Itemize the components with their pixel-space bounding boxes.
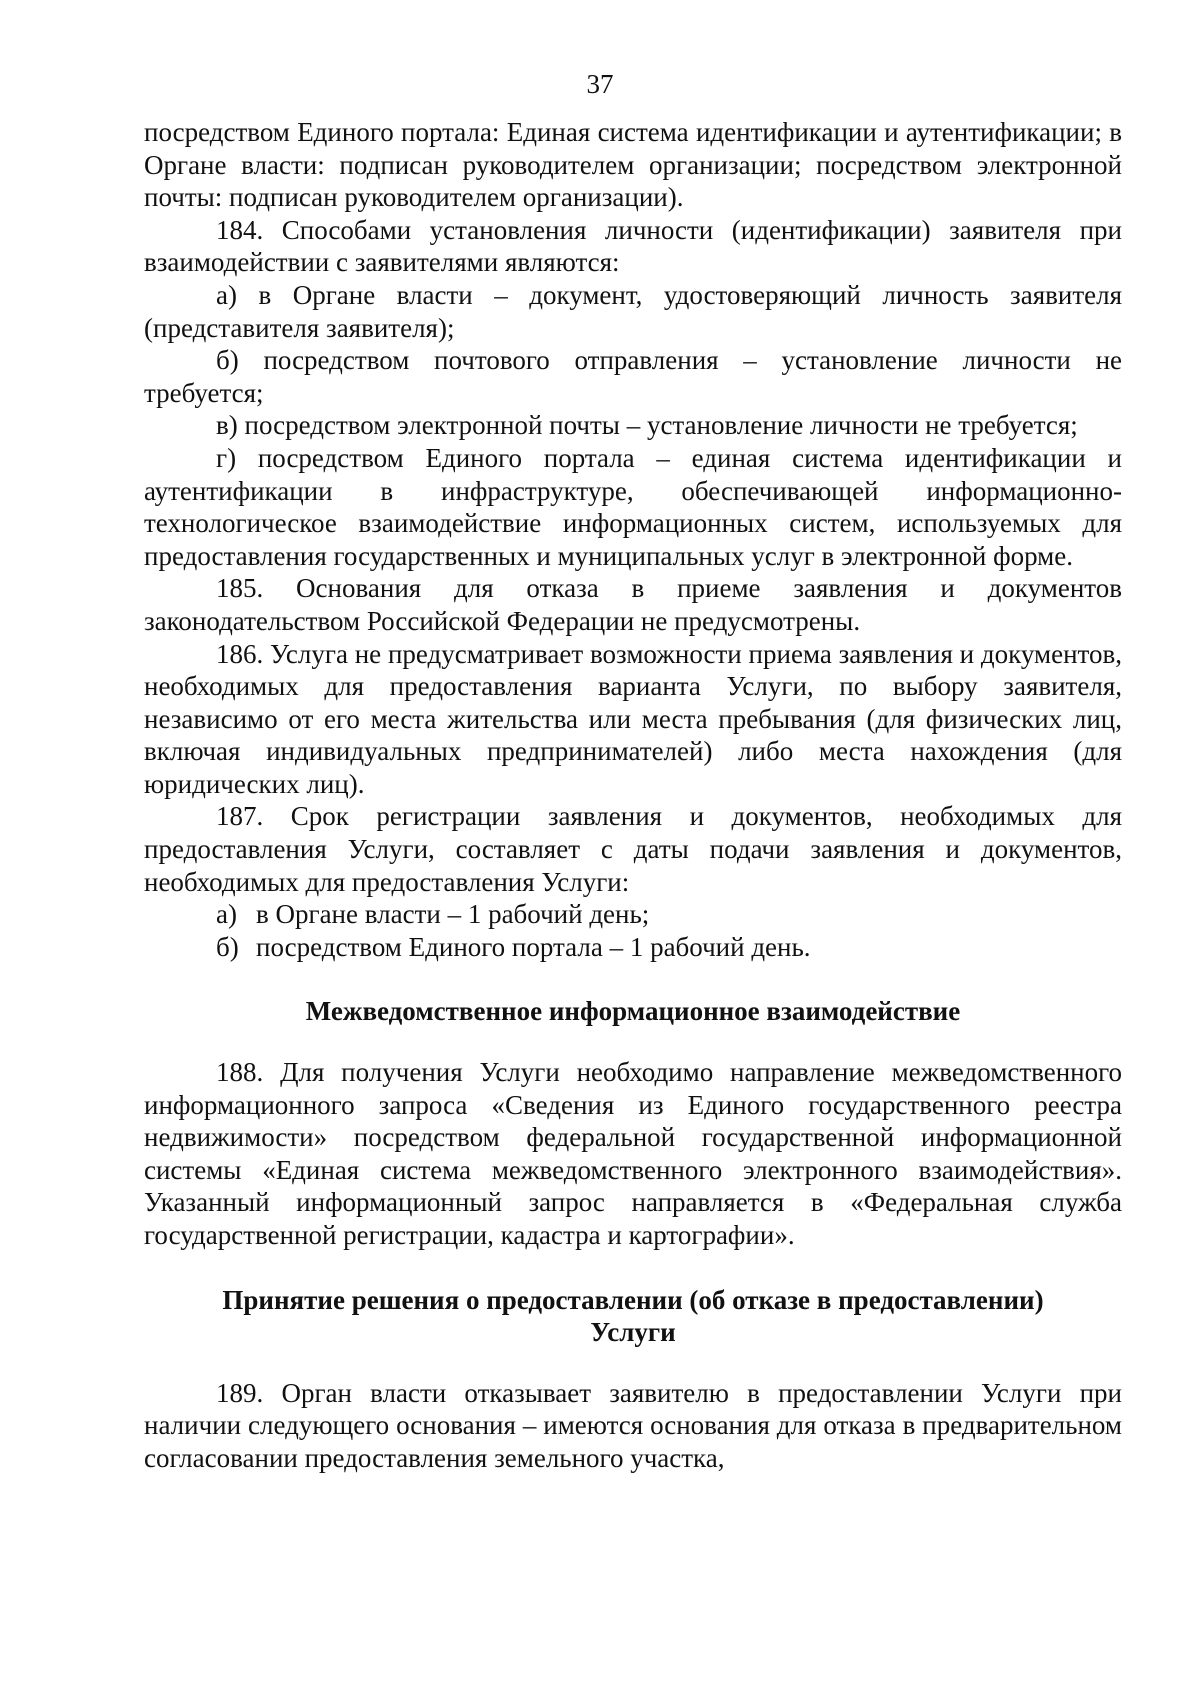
- paragraph-continued: посредством Единого портала: Единая система идентификации и аутентификации; в Органе власти: подписан руководителем организации; посредством электронной почты: подписан руководителем организации).: [144, 117, 1122, 213]
- spacer: [144, 1349, 1122, 1377]
- paragraph-184-item-a: а) в Органе власти – документ, удостоверяющий личность заявителя (представителя заявителя);: [144, 279, 1122, 343]
- paragraph-189: 189. Орган власти отказывает заявителю в предоставлении Услуги при наличии следующего основания – имеются основания для отказа в предварительном согласовании предоставления земельного участка,: [144, 1377, 1122, 1473]
- paragraph-184-item-v: в) посредством электронной почты – установление личности не требуется;: [216, 410, 1078, 441]
- spacer: [144, 1252, 1122, 1284]
- paragraph-184: 184. Способами установления личности (идентификации) заявителя при взаимодействии с заявителями являются:: [144, 214, 1122, 278]
- paragraph-187-item-b: [144, 931, 1122, 964]
- list-marker: б): [216, 931, 239, 962]
- spacer: [144, 1028, 1122, 1056]
- section-heading-decision-line2: Услуги: [590, 1317, 676, 1348]
- list-marker: а): [216, 899, 237, 930]
- paragraph-188: 188. Для получения Услуги необходимо направление межведомственного информационного запроса «Сведения из Единого государственного реестра недвижимости» посредством федеральной государственной информационной системы «Единая система межведомственного электронного взаимодействия». Указанный информационный запрос направляется в «Федеральная служба государственной регистрации, кадастра и картографии».: [144, 1057, 1122, 1250]
- page-number: 37: [586, 69, 614, 99]
- spacer: [144, 963, 1122, 995]
- paragraph-184-item-g: г) посредством Единого портала – единая система идентификации и аутентификации в инфраструктуре, обеспечивающей информационно-технологическое взаимодействие информационных систем, используемых для предоставления государственных и муниципальных услуг в электронной форме.: [144, 442, 1122, 571]
- paragraph-187: 187. Срок регистрации заявления и документов, необходимых для предоставления Услуги, составляет с даты подачи заявления и документов, необходимых для предоставления Услуги:: [144, 801, 1122, 897]
- paragraph-186: 186. Услуга не предусматривает возможности приема заявления и документов, необходимых для предоставления варианта Услуги, по выбору заявителя, независимо от его места жительства или места пребывания (для физических лиц, включая индивидуальных предпринимателей) либо места нахождения (для юридических лиц).: [144, 638, 1122, 799]
- paragraph-185: 185. Основания для отказа в приеме заявления и документов законодательством Российской Федерации не предусмотрены.: [144, 573, 1122, 636]
- paragraph-184-item-b: б) посредством почтового отправления – установление личности не требуется;: [144, 345, 1122, 408]
- document-body: [144, 116, 1122, 1475]
- paragraph-187-item-a: [144, 898, 1122, 931]
- list-item-text: посредством Единого портала – 1 рабочий день.: [256, 931, 811, 962]
- section-heading-interagency: Межведомственное информационное взаимодействие: [305, 996, 961, 1027]
- section-heading-decision: [144, 1284, 1122, 1349]
- section-heading-decision-line1: Принятие решения о предоставлении (об отказе в предоставлении): [222, 1284, 1044, 1315]
- list-item-text: в Органе власти – 1 рабочий день;: [256, 899, 650, 930]
